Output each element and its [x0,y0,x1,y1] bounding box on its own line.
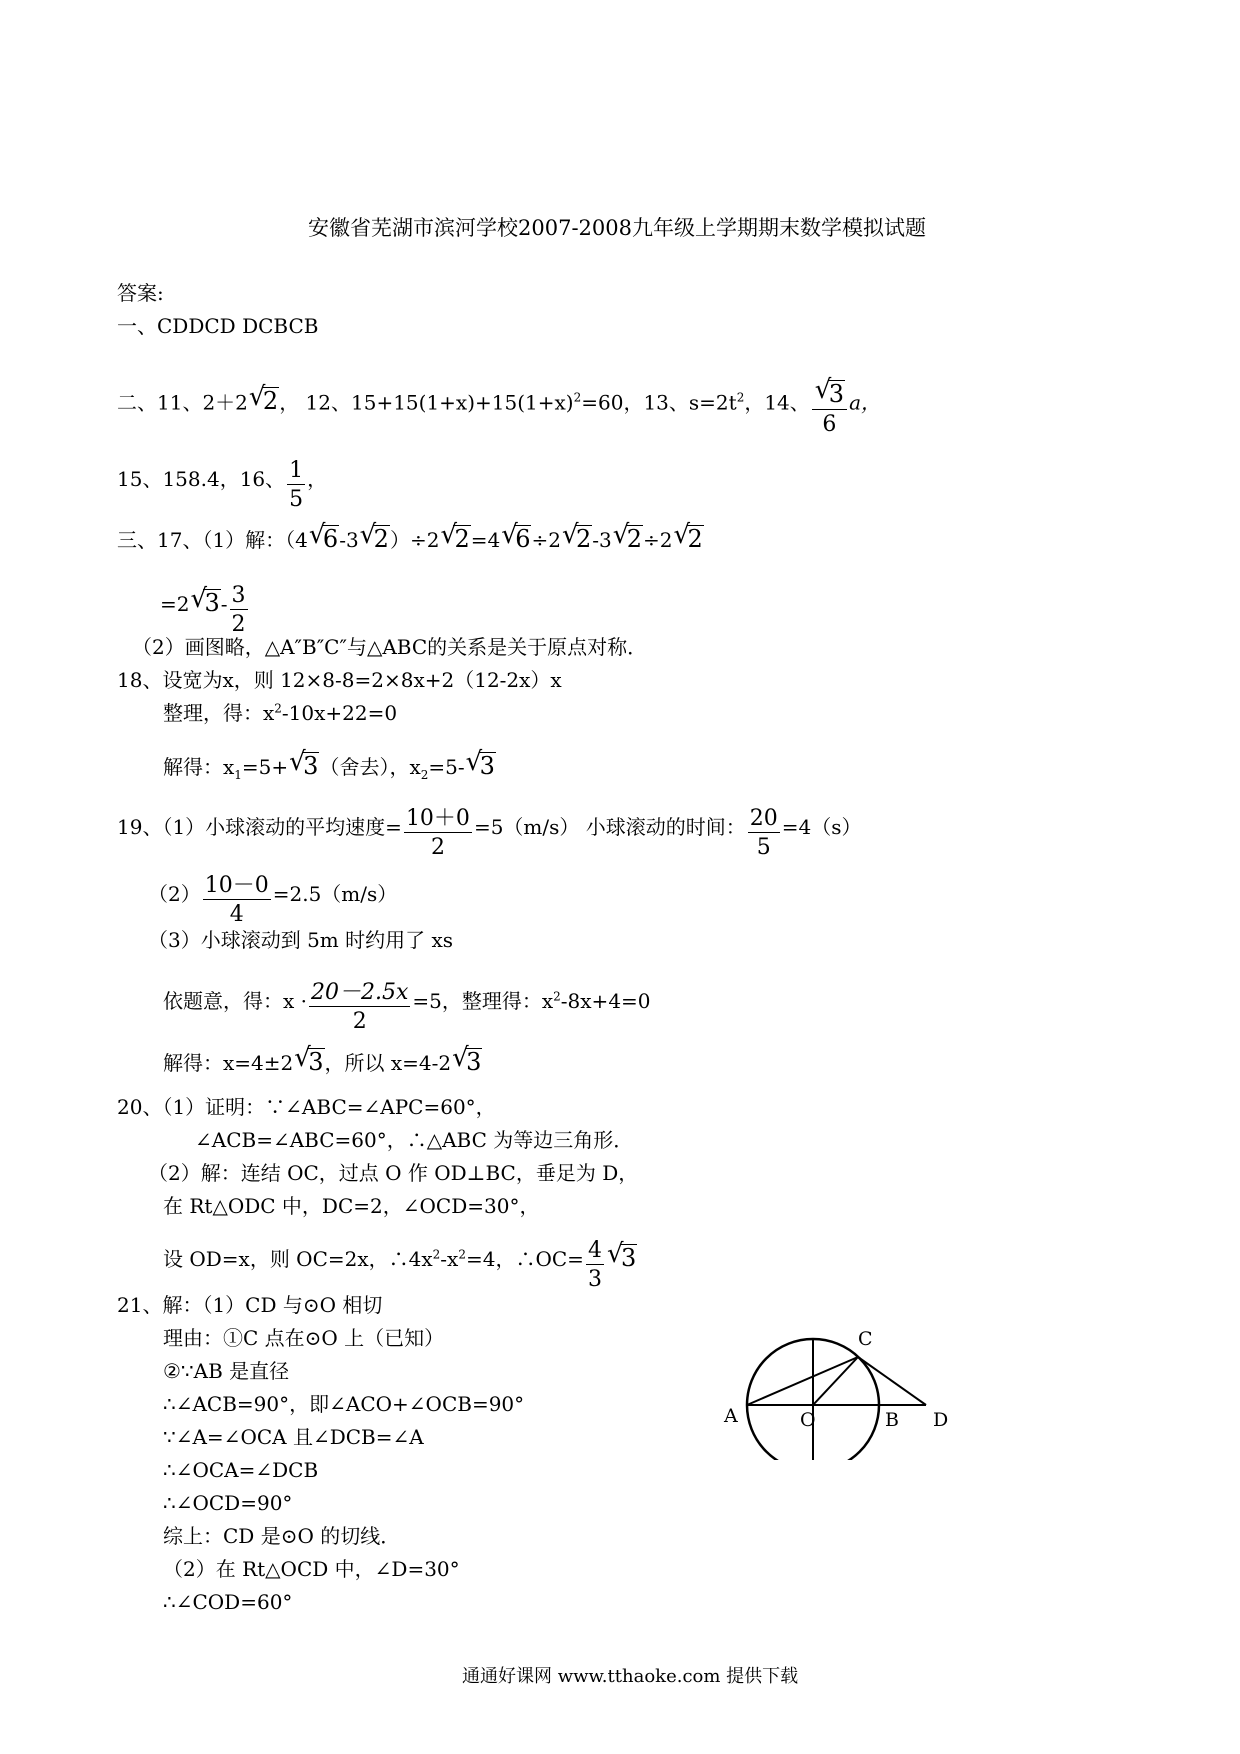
q21-line-2: 理由：①C 点在⊙O 上（已知） [163,1326,445,1350]
footer: 通通好课网 www.tthaoke.com 提供下载 [462,1666,799,1687]
q19-line-2: （2） $\frac{10-0}{4}$ =2.5（m/s） [148,873,398,927]
q19-line-4: 依题意，得：x · $\frac{20-2.5x}{2}$ =5，整理得：$x^2-8x+4=0$ [163,980,651,1034]
q19-line-1: 19、（1）小球滚动的平均速度= $\frac{10+0}{2}$ =5（m/s） 小球滚动的时间： $\frac{20}{5}$ =4（s） [117,806,862,860]
q18-line-2: 整理，得：$x^2-10x+22=0$ [163,701,398,725]
q18-line-1: 18、设宽为x，则 12×8-8=2×8x+2（12-2x）x [117,668,562,692]
sqrt: √ 2 [250,387,279,414]
tangent-cd [858,1357,926,1405]
q21-line-1: 21、解：（1）CD 与⊙O 相切 [117,1293,383,1317]
q21-line-6: ∴∠OCA=∠DCB [163,1458,319,1482]
chord-ac [747,1357,858,1405]
section-2-line-2: 15、158.4，16、 $\frac{1}{5}$ ， [117,458,328,512]
q17-line-2: =2√ 3- $\frac{3}{2}$ [160,585,250,636]
q19-line-5: 解得：x=4±2√ 3，所以 x=4-2√ 3 [163,1048,482,1075]
q17-line-1: 三、17、（1）解：（4√ 6-3√ 2）÷2√ 2=4√ 6÷2√ 2-3√ 2÷2√ 2 [117,525,704,552]
radius-oc [813,1357,858,1405]
q21-line-9: （2）在 Rt△OCD 中，∠D=30° [163,1557,460,1581]
q20-line-2: ∠ACB=∠ABC=60°，∴△ABC 为等边三角形． [195,1128,634,1152]
q21-line-5: ∵∠A=∠OCA 且∠DCB=∠A [163,1425,424,1449]
label-c: C [858,1330,873,1350]
q21-line-4: ∴∠ACB=90°，即∠ACO+∠OCB=90° [163,1392,525,1416]
q20-line-3: （2）解：连结 OC，过点 O 作 OD⊥BC，垂足为 D， [148,1161,639,1185]
q21-line-3: ②∵AB 是直径 [163,1359,290,1383]
section-1-answers: 一、CDDCD DCBCB [117,314,319,338]
circle-tangent-figure [720,1330,960,1460]
label-o: O [800,1409,816,1431]
q20-line-1: 20、（1）证明：∵∠ABC=∠APC=60°， [117,1095,496,1119]
q17-part-2: （2）画图略，△A″B″C″与△ABC的关系是关于原点对称． [132,635,648,659]
fraction: √ $\frac{3}{6}$ [812,380,847,436]
q21-line-7: ∴∠OCD=90° [163,1491,293,1515]
q20-line-5: 设 OD=x，则 OC=2x，$\therefore 4x^2-x^2=4$，∴OC= $\frac{4}{3}$ √ 3 [163,1240,637,1291]
label-d: D [933,1409,949,1431]
q19-line-3: （3）小球滚动到 5m 时约用了 xs [148,928,454,952]
label-a: A [724,1405,738,1427]
page-title: 安徽省芜湖市滨河学校2007-2008九年级上学期期末数学模拟试题 [308,216,926,240]
fraction: $\frac{1}{5}$ [289,458,304,512]
section-2-line-1: 二、11、2＋2√ 2， 12、$15+15(1+x)+15(1+x)^2=60$，13、$s=2t^2$，14、 √ $\frac{3}{6}$ a， [117,380,881,436]
q21-line-10: ∴∠COD=60° [163,1590,293,1614]
q21-line-8: 综上：CD 是⊙O 的切线． [163,1524,401,1548]
q20-line-4: 在 Rt△ODC 中，DC=2，∠OCD=30°， [163,1194,540,1218]
label-b: B [885,1409,899,1431]
answer-label: 答案: [117,281,164,305]
q18-line-3: 解得：$x_1=5+√$ 3（舍去），$x_2=5-√$ 3 [163,752,496,779]
